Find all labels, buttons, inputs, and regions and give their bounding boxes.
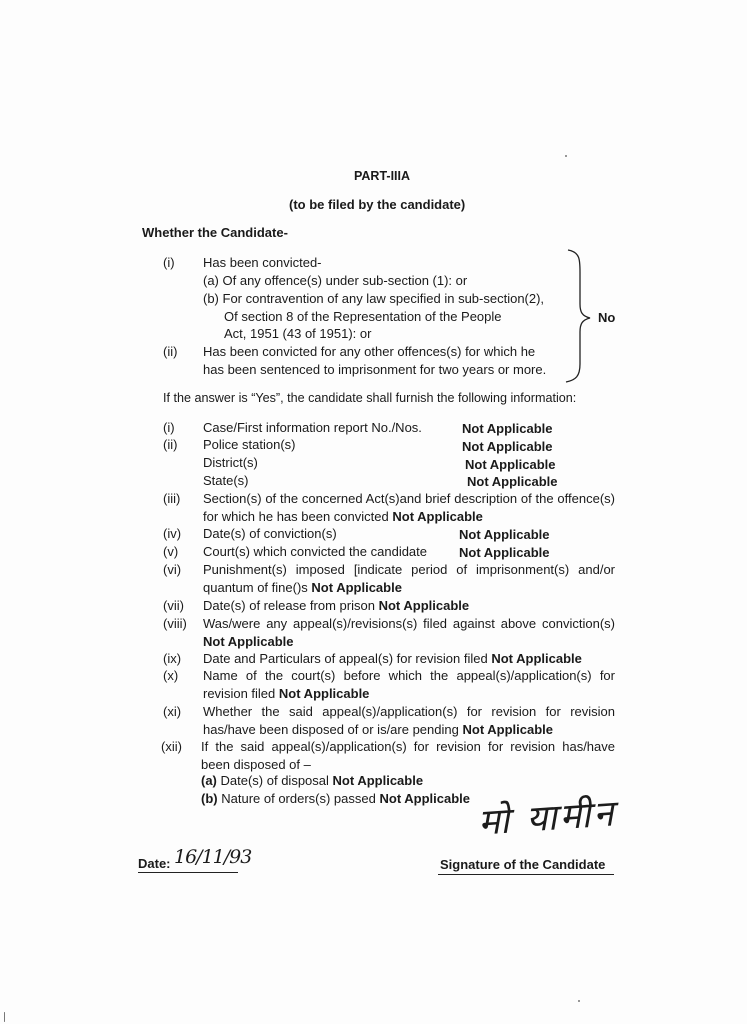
item-xii-b <box>201 790 470 808</box>
item-xii-b-text: Nature of orders(s) passed <box>221 791 376 806</box>
conviction-ii-line1: Has been convicted for any other offences(s) for which he <box>203 344 536 359</box>
date-label: Date: <box>138 856 171 871</box>
item-vii-text: Date(s) of release from prison <box>203 598 375 613</box>
item-vi-value: Not Applicable <box>311 579 402 595</box>
item-xi-block <box>203 703 615 738</box>
item-ii-number: (ii) <box>163 437 178 452</box>
item-xii-a-text: Date(s) of disposal <box>220 773 329 788</box>
item-xi-text: Whether the said appeal(s)/application(s) for revision for revision has/have been disposed of or is/are pending <box>203 704 615 737</box>
item-vi-text: Punishment(s) imposed [indicate period of imprisonment(s) and/or quantum of fine()s <box>203 562 615 595</box>
item-i-label: Case/First information report No./Nos. <box>203 420 422 435</box>
item-x-block <box>203 667 615 702</box>
item-viii-value: Not Applicable <box>203 633 294 649</box>
item-vii-value: Not Applicable <box>378 598 470 613</box>
item-xi-value: Not Applicable <box>462 721 554 737</box>
scan-speck <box>578 1000 580 1002</box>
item-xii-a-mark: (a) <box>201 773 217 788</box>
conviction-a-text: (a) Of any offence(s) under sub-section (1): or <box>203 273 468 288</box>
curly-brace <box>560 246 596 386</box>
item-ii-value: Not Applicable <box>462 439 553 454</box>
item-ix-number: (ix) <box>163 651 182 666</box>
item-iii-block <box>203 490 615 525</box>
item-v-label: Court(s) which convicted the candidate <box>203 544 428 559</box>
conviction-answer: No <box>598 310 616 325</box>
item-vii-number: (vii) <box>163 598 184 613</box>
item-xii-b-mark: (b) <box>201 791 218 806</box>
item-iii-text: Section(s) of the concerned Act(s)and brief description of the offence(s) for which he has been convicted <box>203 491 615 524</box>
item-x-value: Not Applicable <box>278 685 370 701</box>
item-i-number: (i) <box>163 420 175 435</box>
item-xii-a <box>201 772 423 790</box>
item-ix-value: Not Applicable <box>491 651 582 666</box>
item-vi-block <box>203 561 615 596</box>
conviction-b-line1: (b) For contravention of any law specified in sub-section(2), <box>203 291 545 306</box>
signature-label: Signature of the Candidate <box>440 857 606 872</box>
scan-speck <box>4 1012 5 1022</box>
item-ii-label: Police station(s) <box>203 437 296 452</box>
signature-underline <box>438 874 614 875</box>
item-state-label: State(s) <box>203 473 249 488</box>
item-ix-text: Date and Particulars of appeal(s) for revision filed <box>203 651 488 666</box>
item-viii-number: (viii) <box>163 616 187 631</box>
part-subtitle: (to be filed by the candidate) <box>289 197 466 212</box>
item-vii-block <box>203 597 469 615</box>
item-iii-number: (iii) <box>163 491 181 506</box>
conviction-b-line3: Act, 1951 (43 of 1951): or <box>224 326 372 341</box>
item-district-value: Not Applicable <box>465 457 556 472</box>
item-iv-value: Not Applicable <box>459 527 550 542</box>
scan-speck <box>565 155 567 157</box>
part-heading: PART-IIIA <box>354 169 411 183</box>
conviction-i-text: Has been convicted- <box>203 255 322 270</box>
item-vi-number: (vi) <box>163 562 182 577</box>
item-xii-text: If the said appeal(s)/application(s) for revision for revision has/have been disposed of – <box>201 739 615 772</box>
item-iii-value: Not Applicable <box>392 508 483 524</box>
item-v-value: Not Applicable <box>459 545 550 560</box>
item-iv-label: Date(s) of conviction(s) <box>203 526 337 541</box>
conviction-ii-number: (ii) <box>163 344 178 359</box>
item-state-value: Not Applicable <box>467 474 558 489</box>
lead-heading: Whether the Candidate- <box>142 225 288 240</box>
item-viii-block <box>203 615 615 650</box>
handwritten-date: 16/11/93 <box>174 846 252 868</box>
item-ix-block <box>203 650 582 668</box>
conviction-b-line2: Of section 8 of the Representation of the People <box>224 309 502 324</box>
item-xi-number: (xi) <box>163 704 182 719</box>
item-v-number: (v) <box>163 544 179 559</box>
item-x-number: (x) <box>163 668 179 683</box>
item-viii-text: Was/were any appeal(s)/revisions(s) filed against above conviction(s) <box>203 616 615 631</box>
item-xii-a-value: Not Applicable <box>332 773 424 788</box>
date-underline <box>138 872 238 873</box>
item-xii-b-value: Not Applicable <box>379 791 471 806</box>
item-xii-number: (xii) <box>161 739 182 754</box>
conviction-i-number: (i) <box>163 255 175 270</box>
item-i-value: Not Applicable <box>462 421 553 436</box>
instruction-text: If the answer is “Yes”, the candidate shall furnish the following information: <box>163 391 577 405</box>
conviction-ii-line2: has been sentenced to imprisonment for two years or more. <box>203 362 547 377</box>
handwritten-signature: मो यामीन <box>476 793 618 844</box>
item-district-label: District(s) <box>203 455 258 470</box>
item-iv-number: (iv) <box>163 526 182 541</box>
item-x-text: Name of the court(s) before which the appeal(s)/application(s) for revision filed <box>203 668 615 701</box>
